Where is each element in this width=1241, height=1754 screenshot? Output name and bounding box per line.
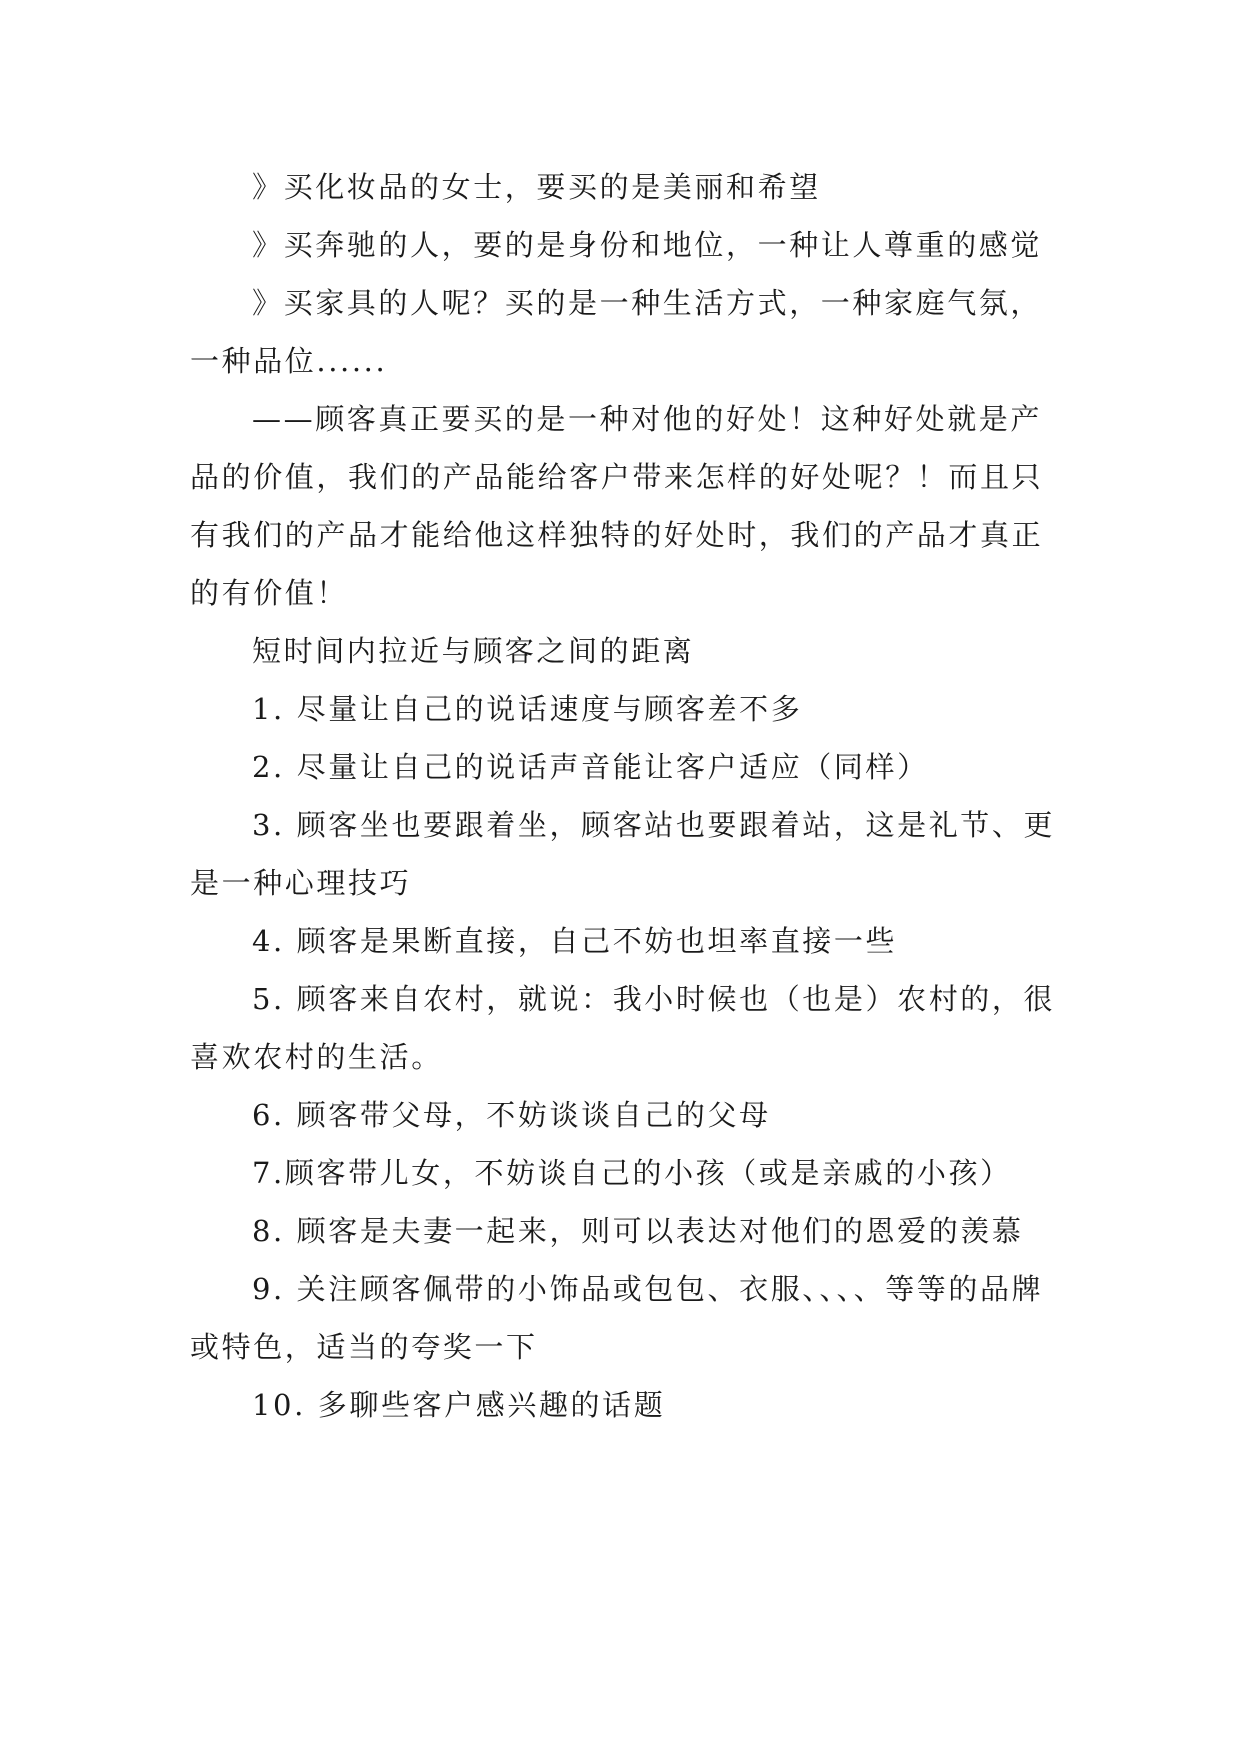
list-item-5: 5. 顾客来自农村，就说：我小时候也（也是）农村的，很喜欢农村的生活。: [190, 982, 1056, 1074]
list-item-9: 9. 关注顾客佩带的小饰品或包包、衣服、、、、等等的品牌或特色，适当的夸奖一下: [190, 1272, 1044, 1364]
list-item-1: 1. 尽量让自己的说话速度与顾客差不多: [252, 692, 803, 726]
list-item-6: 6. 顾客带父母，不妨谈谈自己的父母: [252, 1098, 771, 1132]
list-item-10: 10. 多聊些客户感兴趣的话题: [252, 1388, 666, 1422]
paragraph-furniture: 》买家具的人呢？买的是一种生活方式，一种家庭气氛，一种品位......: [190, 286, 1043, 378]
list-item-8: 8. 顾客是夫妻一起来，则可以表达对他们的恩爱的羡慕: [252, 1214, 1024, 1248]
paragraph-benz: 》买奔驰的人，要的是身份和地位，一种让人尊重的感觉: [252, 228, 1043, 262]
paragraph-product-value: ——顾客真正要买的是一种对他的好处！这种好处就是产品的价值，我们的产品能给客户带来怎样的好处呢？！而且只有我们的产品才能给他这样独特的好处时，我们的产品才真正的有价值！: [190, 402, 1044, 610]
list-item-2: 2. 尽量让自己的说话声音能让客户适应（同样）: [252, 750, 929, 784]
list-item-3: 3. 顾客坐也要跟着坐，顾客站也要跟着站，这是礼节、更是一种心理技巧: [190, 808, 1056, 900]
document-body: [190, 158, 1060, 1434]
paragraph-cosmetics: 》买化妆品的女士，要买的是美丽和希望: [252, 170, 821, 204]
list-item-4: 4. 顾客是果断直接，自己不妨也坦率直接一些: [252, 924, 898, 958]
section-heading: 短时间内拉近与顾客之间的距离: [252, 634, 695, 668]
list-item-7: 7.顾客带儿女，不妨谈自己的小孩（或是亲戚的小孩）: [252, 1156, 1012, 1190]
